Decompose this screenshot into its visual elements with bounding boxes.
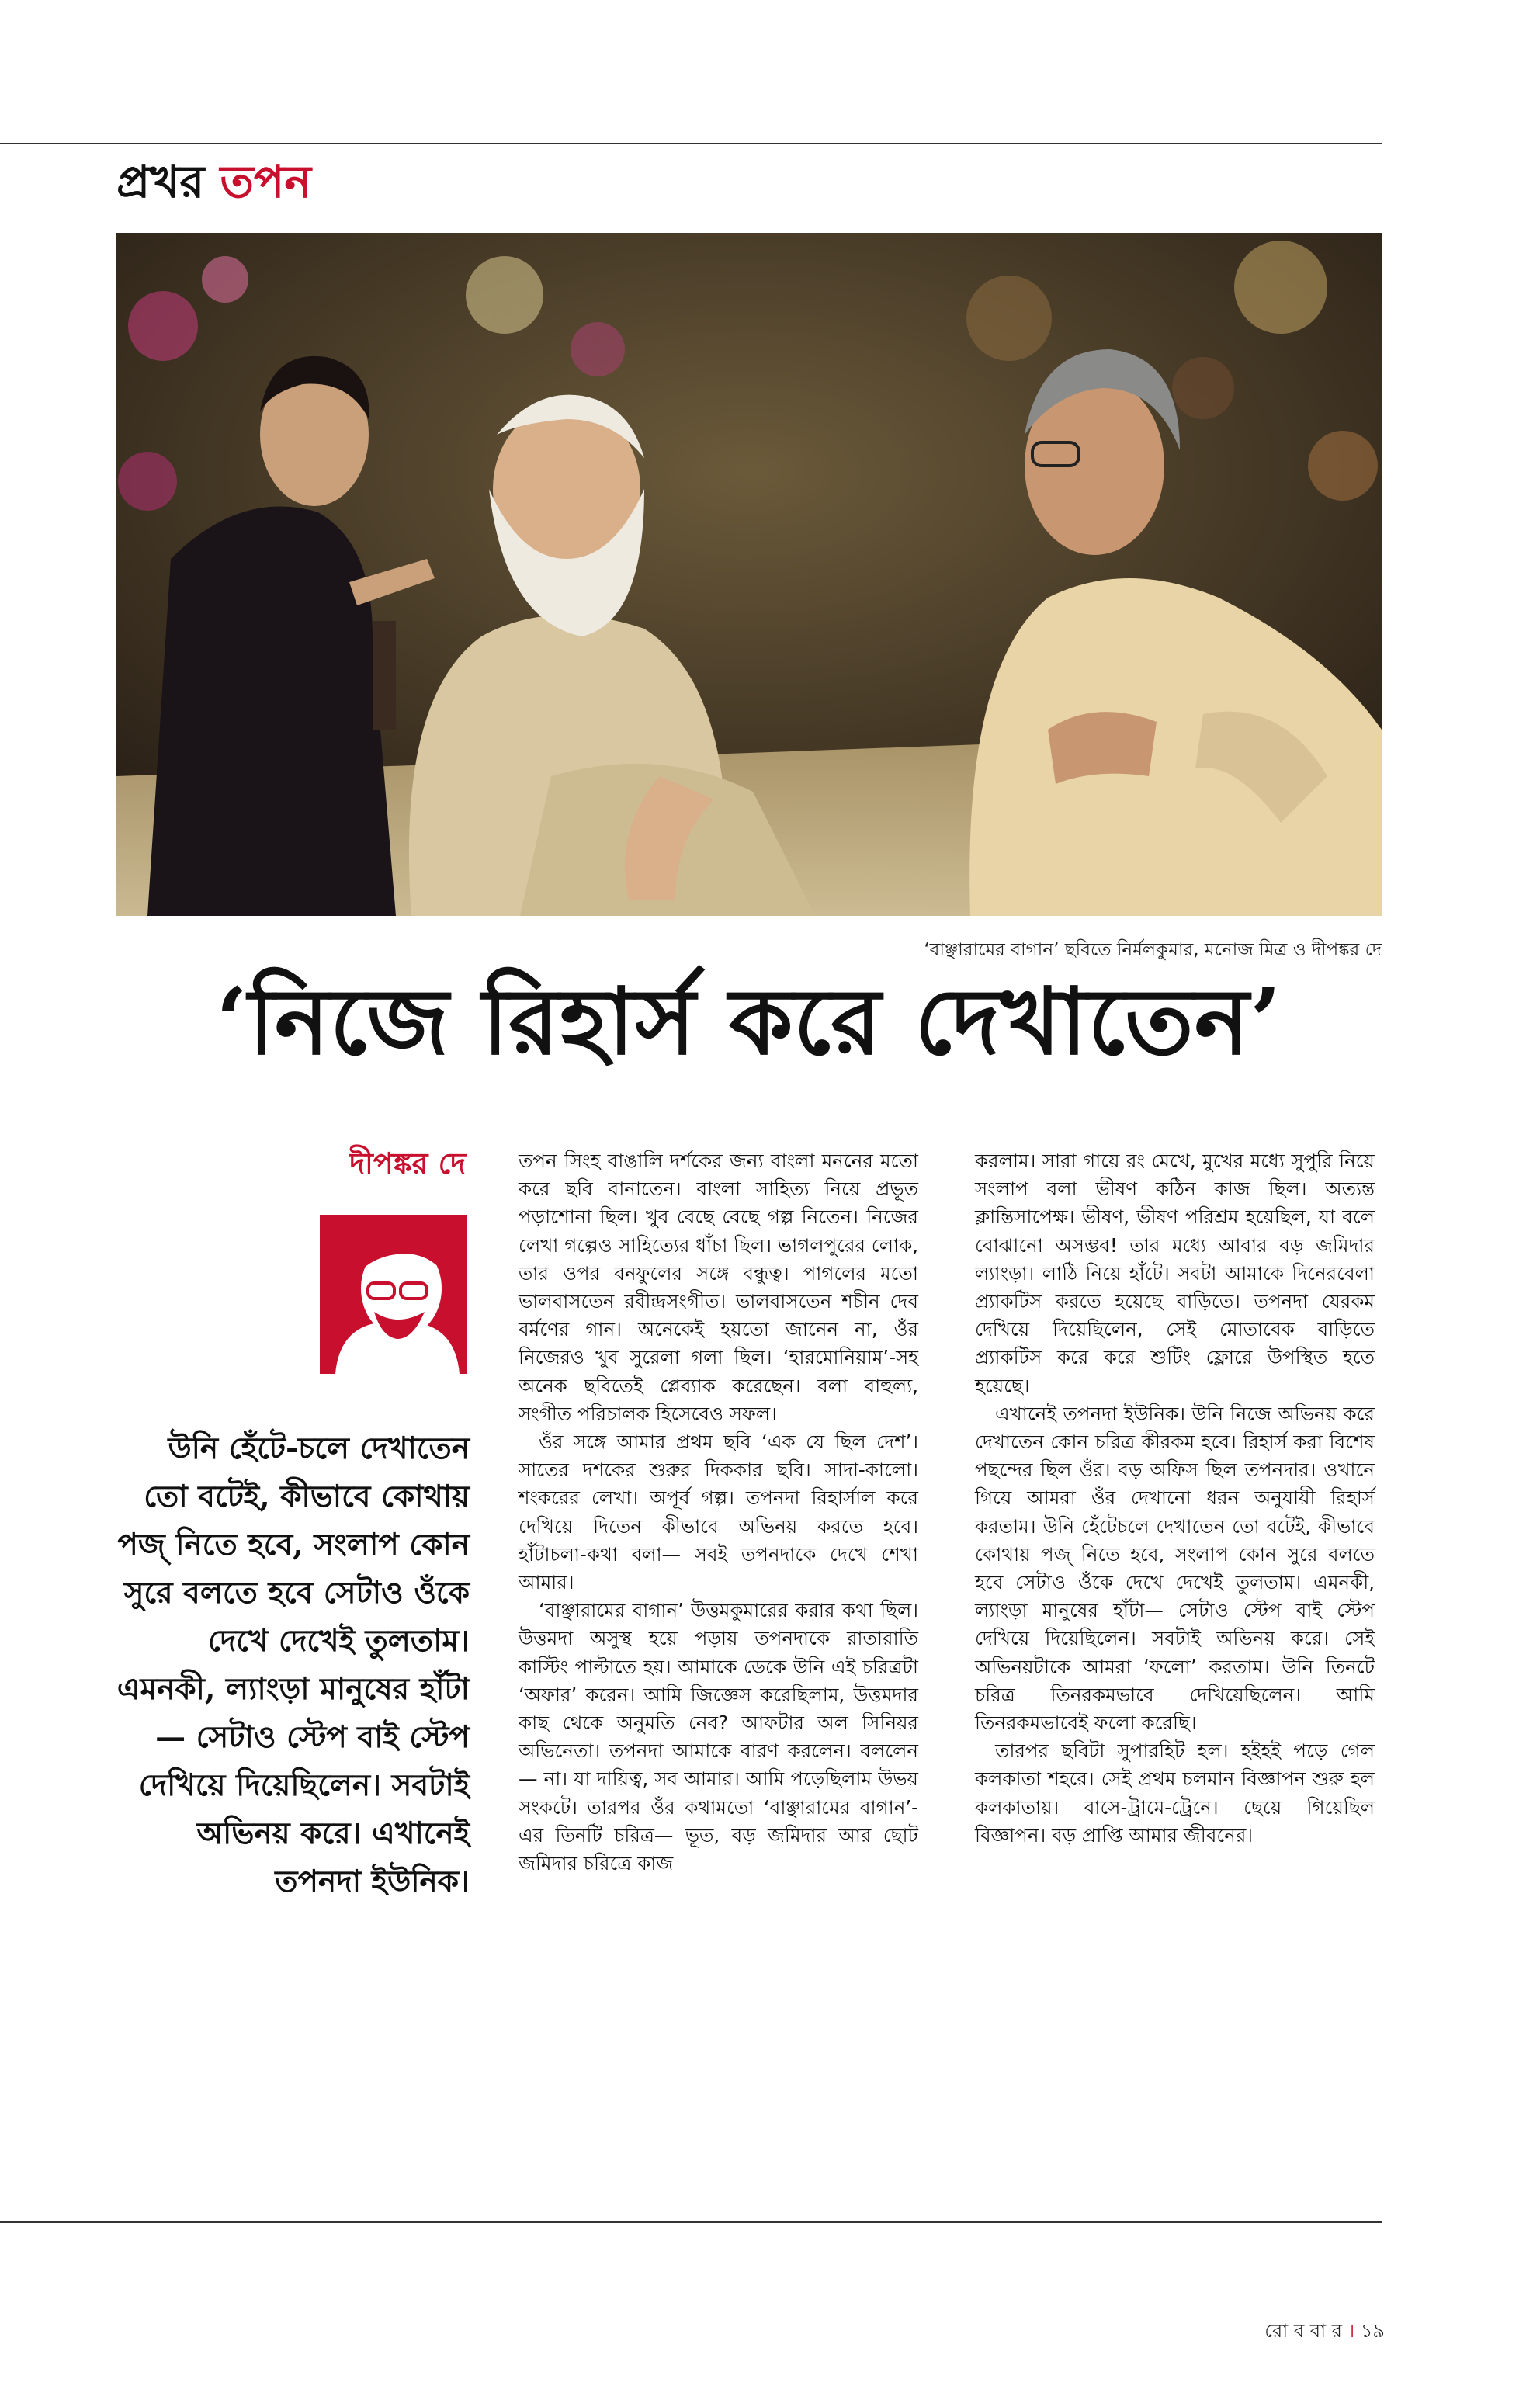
headline: ‘নিজে রিহার্স করে দেখাতেন’ (215, 967, 1283, 1075)
column-divider (489, 1147, 490, 2172)
section-label (116, 155, 312, 208)
author-portrait-illustration (320, 1215, 467, 1374)
photo-caption: ‘বাঞ্ছারামের বাগান’ ছবিতে নির্মলকুমার, মনোজ মিত্র ও দীপঙ্কর দে (924, 940, 1382, 960)
paragraph: তারপর ছবিটা সুপারহিট হল। হইহই পড়ে গেল কলকাতা শহরে। সেই প্রথম চলমান বিজ্ঞাপন শুরু হল কলকাতায়। বাসে-ট্রামে-ট্রেনে। ছেয়ে গিয়েছিল বিজ্ঞাপন। বড় প্রাপ্তি আমার জীবনের। (975, 1739, 1375, 1847)
page-number: ১৯ (1360, 2320, 1385, 2342)
film-still-illustration (116, 233, 1382, 916)
folio-separator: । (1348, 2320, 1355, 2342)
article-column-2 (975, 1147, 1375, 1850)
bottom-rule (0, 2221, 1382, 2223)
paragraph: ‘বাঞ্ছারামের বাগান’ উত্তমকুমারের করার কথা ছিল। উত্তমদা অসুস্থ হয়ে পড়ায় তপনদাকে রাতারাতি কাস্টিং পাল্টাতে হয়। আমাকে ডেকে উনি এই চরিত্রটা ‘অফার’ করেন। আমি জিজ্ঞেস করেছিলাম, উত্তমদার কাছ থেকে অনুমতি নেব? আফটার অল সিনিয়র অভিনেতা। তপনদা আমাকে বারণ করলেন। বললেন— না। যা দায়িত্ব, সব আমার। আমি পড়েছিলাম উভয় সংকটে। তারপর ওঁর কথামতো ‘বাঞ্ছারামের বাগান’-এর তিনটি চরিত্র— ভূত, বড় জমিদার আর ছোট জমিদার চরিত্রে কাজ (519, 1599, 918, 1875)
paragraph: তপন সিংহ বাঙালি দর্শকের জন্য বাংলা মননের মতো করে ছবি বানাতেন। বাংলা সাহিত্য নিয়ে প্রভূত পড়াশোনা ছিল। খুব বেছে বেছে গল্প নিতেন। নিজের লেখা গল্পেও সাহিত্যের ধাঁচা ছিল। ভাগলপুরের লোক, তার ওপর বনফুলের সঙ্গে বন্ধুত্ব। পাগলের মতো ভালবাসতেন রবীন্দ্রসংগীত। ভালবাসতেন শচীন দেব বর্মণের গান। অনেকেই হয়তো জানেন না, ওঁর নিজেরও খুব সুরেলা গলা ছিল। ‘হারমোনিয়াম’-সহ অনেক ছবিতেই প্লেব্যাক করেছেন। বলা বাহুল্য, সংগীত পরিচালক হিসেবেও সফল। (519, 1150, 918, 1425)
paragraph: ওঁর সঙ্গে আমার প্রথম ছবি ‘এক যে ছিল দেশ’। সাতের দশকের শুরুর দিককার ছবি। সাদা-কালো। শংকরের লেখা। অপূর্ব গল্প। তপনদা রিহার্সাল করে দেখিয়ে দিতেন কীভাবে অভিনয় করতে হবে। হাঁটাচলা-কথা বলা— সবই তপনদাকে দেখে শেখা আমার। (519, 1431, 918, 1594)
article-column-1 (519, 1147, 918, 1878)
author-portrait (320, 1215, 467, 1374)
page-footer (1264, 2317, 1385, 2348)
pull-quote: উনি হেঁটে-চলে দেখাতেন তো বটেই, কীভাবে কোথায় পজ্ নিতে হবে, সংলাপ কোন সুরে বলতে হবে সেটাও ওঁকে দেখে দেখেই তুলতাম। এমনকী, ল্যাংড়া মানুষের হাঁটা— সেটাও স্টেপ বাই স্টেপ দেখিয়ে দিয়েছিলেন। সবটাই অভিনয় করে। এখানেই তপনদা ইউনিক। (116, 1431, 470, 1899)
paragraph: করলাম। সারা গায়ে রং মেখে, মুখের মধ্যে সুপুরি নিয়ে সংলাপ বলা ভীষণ কঠিন কাজ ছিল। অত্যন্ত ক্লান্তিসাপেক্ষ। ভীষণ, ভীষণ পরিশ্রম হয়েছিল, যা বলে বোঝানো অসম্ভব! তার মধ্যে আবার বড় জমিদার ল্যাংড়া। লাঠি নিয়ে হাঁটে। সবটা আমাকে দিনেরবেলা প্র্যাকটিস করতে হয়েছে বাড়িতে। তপনদা যেরকম দেখিয়ে দিয়েছিলেন, সেই মোতাবেক বাড়িতে প্র্যাকটিস করে করে শুটিং ফ্লোরে উপস্থিত হতে হয়েছে। (975, 1150, 1375, 1397)
magazine-name: রো ব বা র (1264, 2320, 1342, 2342)
byline: দীপঙ্কর দে (349, 1146, 466, 1181)
paragraph: এখানেই তপনদা ইউনিক। উনি নিজে অভিনয় করে দেখাতেন কোন চরিত্র কীরকম হবে। রিহার্স করা বিশেষ পছন্দের ছিল ওঁর। বড় অফিস ছিল তপনদার। ওখানে গিয়ে আমরা ওঁর দেখানো ধরন অনুযায়ী রিহার্স করতাম। উনি হেঁটেচলে দেখাতেন তো বটেই, কীভাবে কোথায় পজ্ নিতে হবে, সংলাপ কোন সুরে বলতে হবে সেটাও ওঁকে দেখে দেখেই তুলতাম। এমনকী, ল্যাংড়া মানুষের হাঁটা— সেটাও স্টেপ বাই স্টেপ দেখিয়ে দিয়েছিলেন। সবটাই অভিনয় করে। সেই অভিনয়টাকে আমরা ‘ফলো’ করতাম। উনি তিনটে চরিত্র তিনরকমভাবে দেখিয়েছিলেন। আমি তিনরকমভাবেই ফলো করেছি। (975, 1402, 1375, 1735)
section-label-part1: প্রখর (116, 155, 205, 208)
section-label-part2: তপন (220, 155, 312, 208)
film-still-photo (116, 233, 1382, 916)
top-rule (0, 143, 1382, 144)
